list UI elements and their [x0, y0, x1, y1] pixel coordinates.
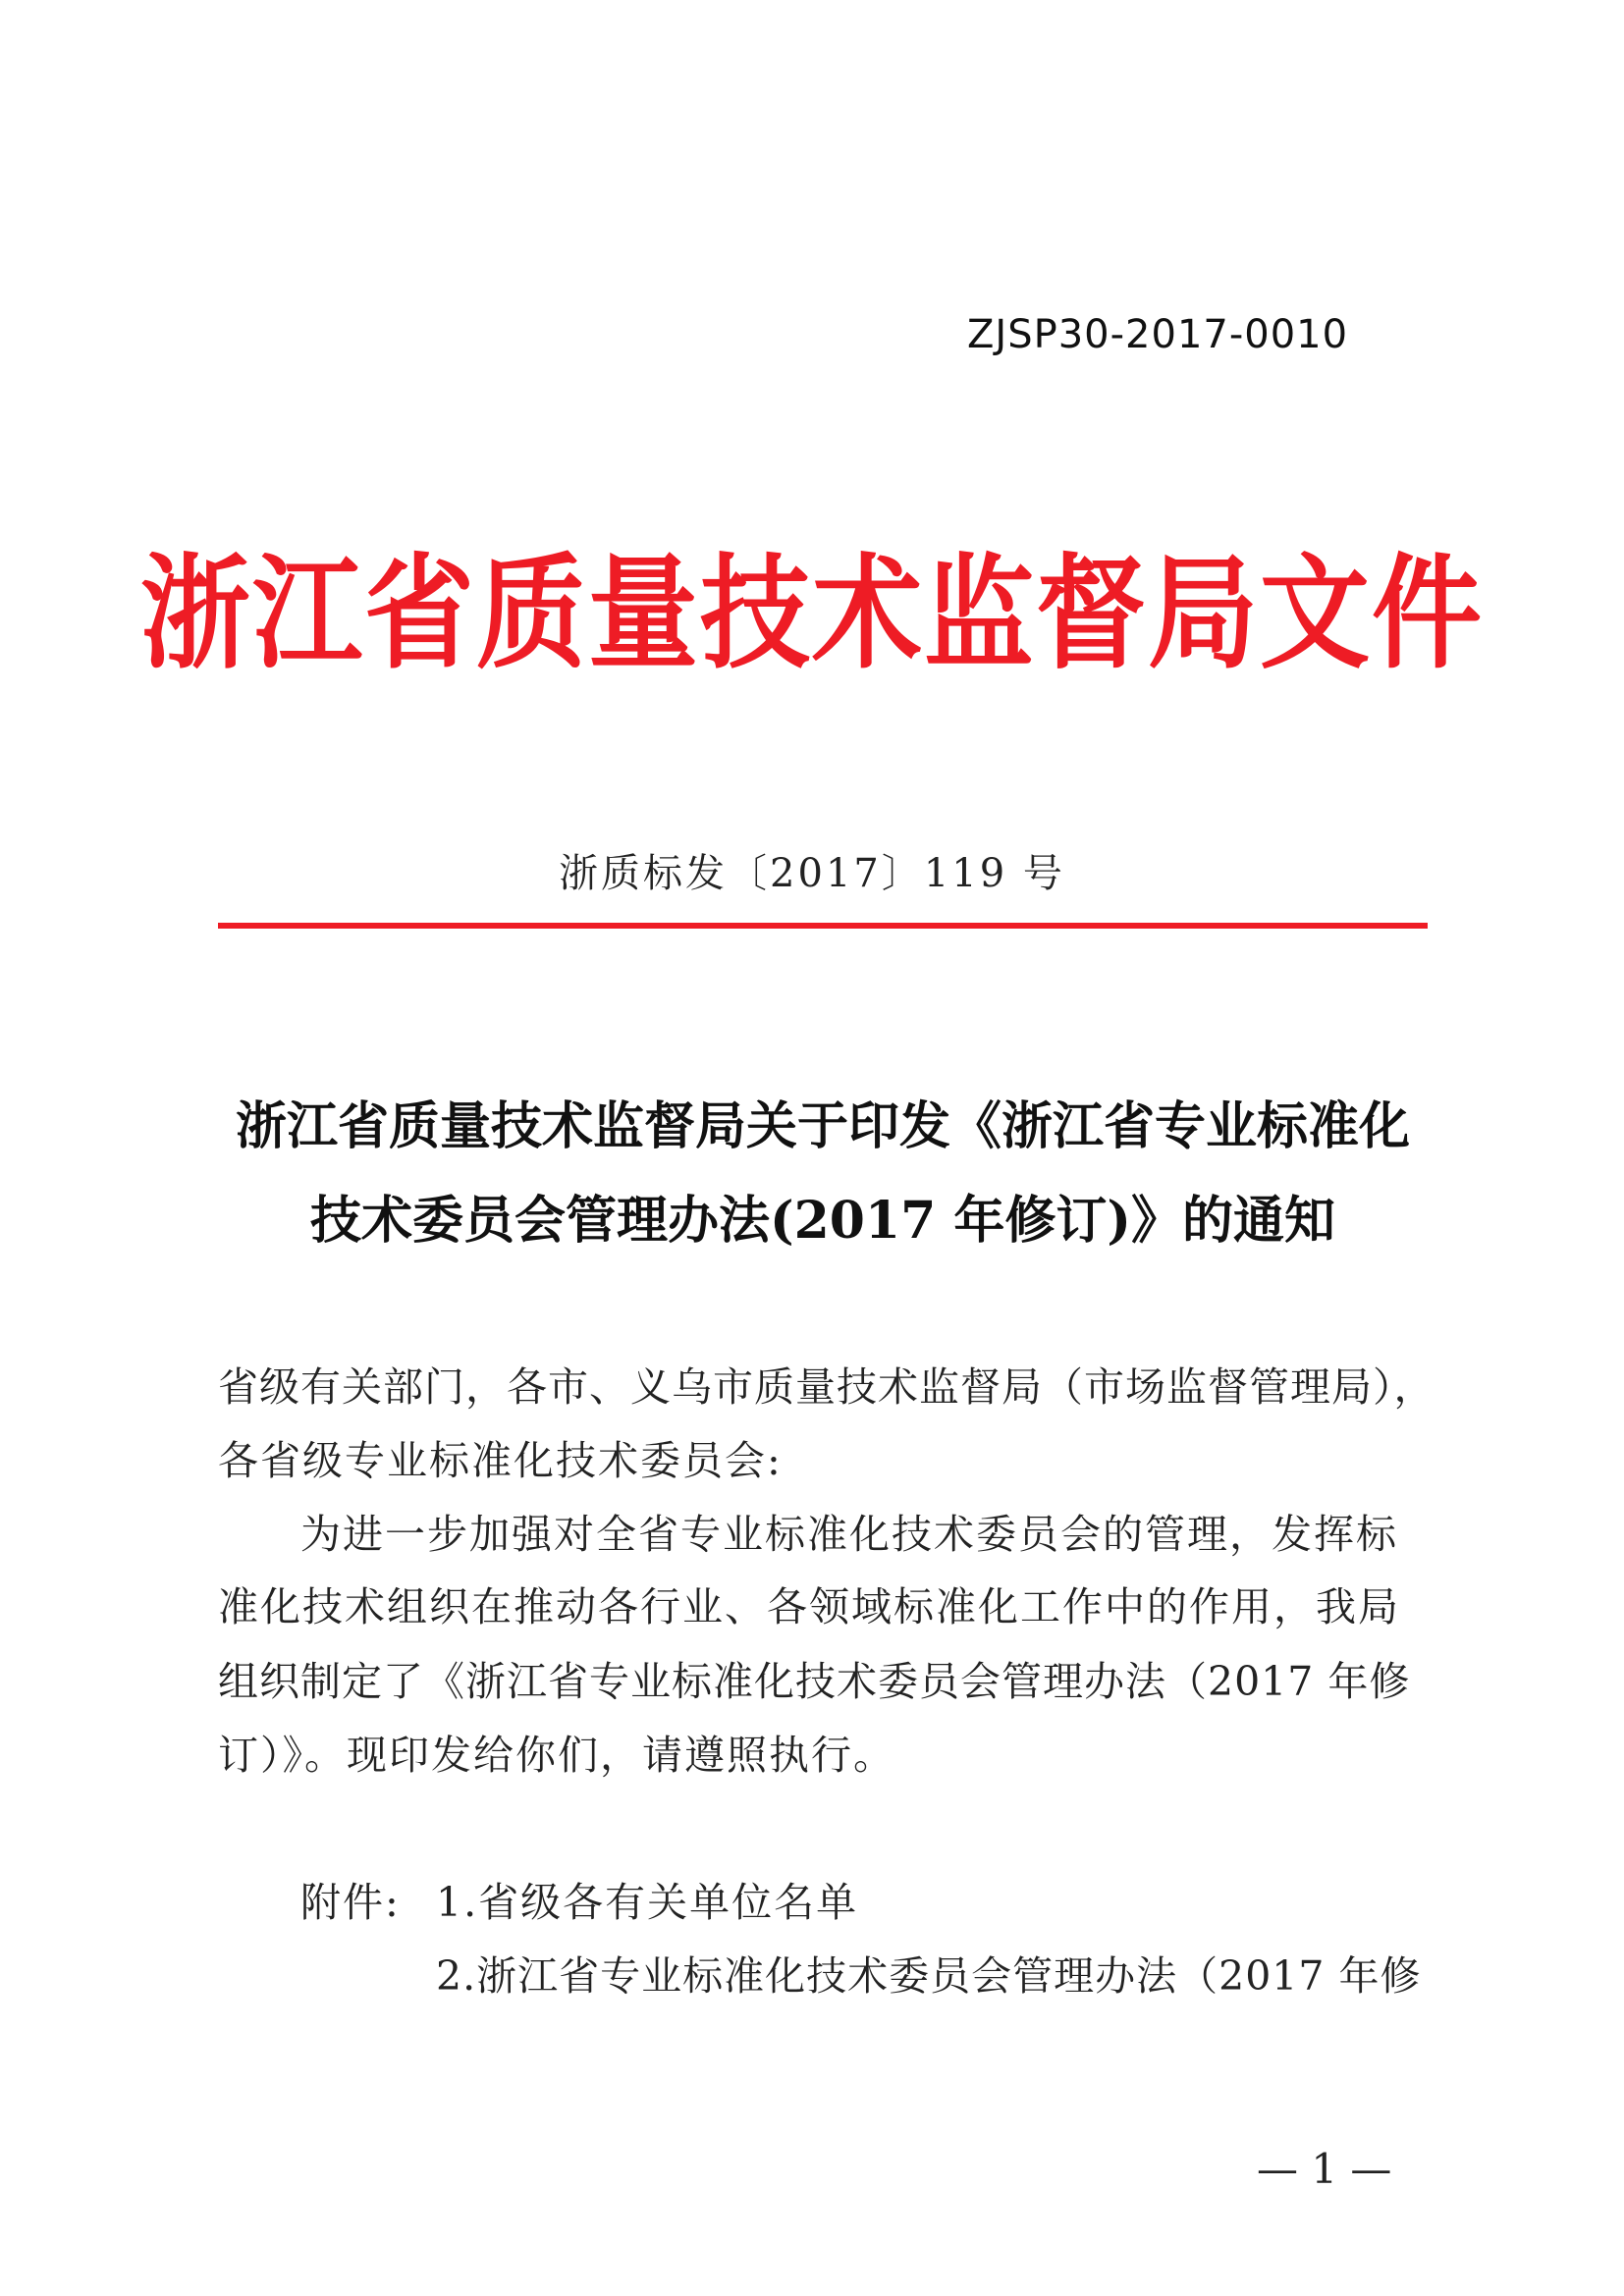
page-number: — 1 —: [1257, 2145, 1392, 2193]
body-paragraph-line-1: 为进一步加强对全省专业标准化技术委员会的管理，发挥标: [300, 1511, 1398, 1558]
addressee-line-1: 省级有关部门，各市、义乌市质量技术监督局（市场监督管理局），: [218, 1363, 1435, 1411]
attachment-item-2: 2.浙江省专业标准化技术委员会管理办法（2017 年修: [436, 1952, 1422, 2000]
body-paragraph-line-4: 订）》。现印发给你们，请遵照执行。: [218, 1732, 895, 1779]
agency-header-title: 浙江省质量技术监督局文件: [140, 542, 1484, 686]
attachment-item-1: 1.省级各有关单位名单: [436, 1879, 859, 1926]
body-paragraph-line-2: 准化技术组织在推动各行业、各领域标准化工作中的作用，我局: [218, 1583, 1400, 1630]
notice-title-line-2: 技术委员会管理办法(2017 年修订)》的通知: [309, 1191, 1336, 1251]
notice-title-line-1: 浙江省质量技术监督局关于印发《浙江省专业标准化: [235, 1096, 1410, 1156]
document-code: ZJSP30-2017-0010: [967, 312, 1349, 357]
notice-title: [218, 1080, 1428, 1268]
red-divider-line: [218, 923, 1428, 929]
document-number: 浙质标发〔2017〕119 号: [559, 851, 1065, 896]
body-paragraph-line-3: 组织制定了《浙江省专业标准化技术委员会管理办法（2017 年修: [218, 1658, 1411, 1705]
attachments-label: 附件:: [300, 1879, 401, 1926]
addressee-line-2: 各省级专业标准化技术委员会:: [218, 1437, 783, 1484]
